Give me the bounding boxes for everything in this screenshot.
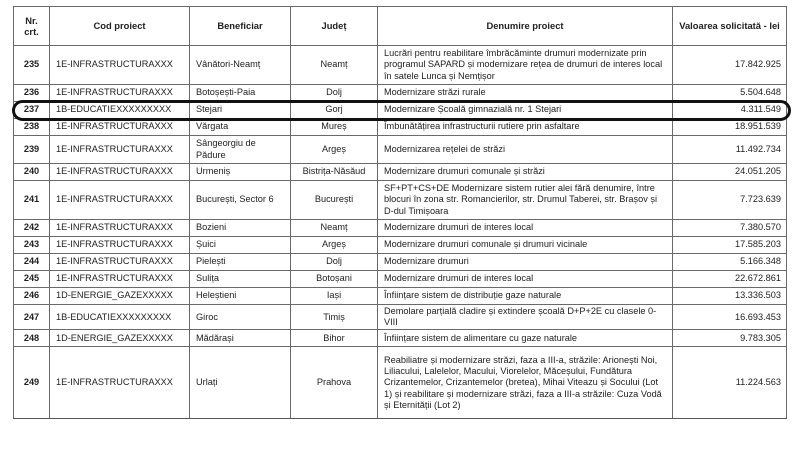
cell-valoare: 17.842.925 (673, 46, 787, 85)
cell-denumire: Înființare sistem de distribuție gaze naturale (378, 288, 673, 305)
cell-nr: 235 (14, 46, 50, 85)
cell-nr: 240 (14, 164, 50, 181)
header-beneficiar: Beneficiar (190, 7, 291, 46)
table-row (14, 347, 787, 419)
header-cod: Cod proiect (50, 7, 190, 46)
cell-valoare: 7.723.639 (673, 181, 787, 220)
cell-beneficiar: Pielești (190, 254, 291, 271)
cell-cod: 1D-ENERGIE_GAZEXXXXX (50, 330, 190, 347)
cell-nr: 238 (14, 119, 50, 136)
cell-cod: 1E-INFRASTRUCTURAXXX (50, 347, 190, 419)
cell-judet: Bihor (291, 330, 378, 347)
header-judet: Județ (291, 7, 378, 46)
cell-valoare: 24.051.205 (673, 164, 787, 181)
cell-nr: 242 (14, 220, 50, 237)
cell-beneficiar: Vânători-Neamț (190, 46, 291, 85)
cell-beneficiar: Bozieni (190, 220, 291, 237)
cell-cod: 1E-INFRASTRUCTURAXXX (50, 164, 190, 181)
cell-beneficiar: Heleștieni (190, 288, 291, 305)
cell-beneficiar: Urmeniș (190, 164, 291, 181)
cell-beneficiar: Stejari (190, 102, 291, 119)
cell-judet: Argeș (291, 237, 378, 254)
cell-valoare: 17.585.203 (673, 237, 787, 254)
cell-judet: Neamț (291, 220, 378, 237)
cell-judet: Mureș (291, 119, 378, 136)
cell-denumire: Reabiliatre și modernizare străzi, faza a III-a, străzile: Arionești Noi, Liliacului, Lalelelor, Macului, Viorelelor, Măceșului, Fundătura Crizantemelor, Crizantemelor (bretea), Mihai Viteazu și Socului (Lot 1) și reabilitare și modernizare străzi, faza a III-a străzile: Cuza Vodă și Eternității (Lot 2) (378, 347, 673, 419)
cell-beneficiar: Sulița (190, 271, 291, 288)
cell-nr: 248 (14, 330, 50, 347)
cell-judet: Timiș (291, 305, 378, 330)
cell-cod: 1E-INFRASTRUCTURAXXX (50, 119, 190, 136)
header-row (14, 7, 787, 46)
table-row (14, 46, 787, 85)
table-row (14, 181, 787, 220)
cell-nr: 244 (14, 254, 50, 271)
cell-beneficiar: București, Sector 6 (190, 181, 291, 220)
header-denumire: Denumire proiect (378, 7, 673, 46)
cell-nr: 239 (14, 136, 50, 164)
header-nr: Nr. crt. (14, 7, 50, 46)
cell-cod: 1E-INFRASTRUCTURAXXX (50, 254, 190, 271)
cell-valoare: 11.224.563 (673, 347, 787, 419)
cell-valoare: 13.336.503 (673, 288, 787, 305)
cell-judet: Botoșani (291, 271, 378, 288)
table-row (14, 271, 787, 288)
cell-denumire: Modernizare drumuri (378, 254, 673, 271)
cell-cod: 1E-INFRASTRUCTURAXXX (50, 220, 190, 237)
cell-valoare: 7.380.570 (673, 220, 787, 237)
table-row (14, 305, 787, 330)
cell-beneficiar: Vărgata (190, 119, 291, 136)
cell-cod: 1B-EDUCATIEXXXXXXXXX (50, 305, 190, 330)
cell-judet: Prahova (291, 347, 378, 419)
cell-denumire: SF+PT+CS+DE Modernizare sistem rutier alei fără denumire, între blocuri în zona str. Romancierilor, str. Drumul Taberei, str. Brașov și D-dul Timișoara (378, 181, 673, 220)
cell-nr: 247 (14, 305, 50, 330)
cell-judet: Iași (291, 288, 378, 305)
cell-beneficiar: Urlați (190, 347, 291, 419)
cell-nr: 241 (14, 181, 50, 220)
cell-denumire: Modernizare drumuri comunale și străzi (378, 164, 673, 181)
cell-cod: 1E-INFRASTRUCTURAXXX (50, 237, 190, 254)
cell-nr: 245 (14, 271, 50, 288)
cell-valoare: 11.492.734 (673, 136, 787, 164)
cell-denumire: Modernizare drumuri de interes local (378, 271, 673, 288)
cell-cod: 1E-INFRASTRUCTURAXXX (50, 46, 190, 85)
table-row (14, 164, 787, 181)
cell-valoare: 5.166.348 (673, 254, 787, 271)
cell-judet: Neamț (291, 46, 378, 85)
cell-cod: 1D-ENERGIE_GAZEXXXXX (50, 288, 190, 305)
cell-beneficiar: Sângeorgiu de Pădure (190, 136, 291, 164)
table-row-highlighted (14, 102, 787, 119)
cell-denumire: Demolare parțială cladire și extindere școală D+P+2E cu clasele 0-VIII (378, 305, 673, 330)
cell-judet: Gorj (291, 102, 378, 119)
cell-valoare: 4.311.549 (673, 102, 787, 119)
cell-judet: Bistrița-Năsăud (291, 164, 378, 181)
table-row (14, 119, 787, 136)
table-row (14, 254, 787, 271)
cell-nr: 249 (14, 347, 50, 419)
table-row (14, 220, 787, 237)
cell-denumire: Modernizare străzi rurale (378, 85, 673, 102)
cell-denumire: Îmbunătățirea infrastructurii rutiere prin asfaltare (378, 119, 673, 136)
cell-valoare: 5.504.648 (673, 85, 787, 102)
cell-nr: 237 (14, 102, 50, 119)
cell-judet: București (291, 181, 378, 220)
cell-beneficiar: Șuici (190, 237, 291, 254)
cell-valoare: 16.693.453 (673, 305, 787, 330)
cell-cod: 1E-INFRASTRUCTURAXXX (50, 85, 190, 102)
header-valoare: Valoarea solicitată - lei (673, 7, 787, 46)
cell-beneficiar: Mădărași (190, 330, 291, 347)
table-row (14, 136, 787, 164)
table-row (14, 288, 787, 305)
table-row (14, 237, 787, 254)
table-row (14, 330, 787, 347)
cell-denumire: Modernizare Școală gimnazială nr. 1 Stejari (378, 102, 673, 119)
cell-cod: 1E-INFRASTRUCTURAXXX (50, 181, 190, 220)
cell-judet: Argeș (291, 136, 378, 164)
cell-denumire: Modernizare drumuri comunale și drumuri vicinale (378, 237, 673, 254)
cell-denumire: Modernizarea rețelei de străzi (378, 136, 673, 164)
cell-beneficiar: Giroc (190, 305, 291, 330)
cell-nr: 236 (14, 85, 50, 102)
projects-table (13, 6, 787, 419)
cell-valoare: 22.672.861 (673, 271, 787, 288)
cell-nr: 246 (14, 288, 50, 305)
cell-cod: 1B-EDUCATIEXXXXXXXXX (50, 102, 190, 119)
cell-cod: 1E-INFRASTRUCTURAXXX (50, 136, 190, 164)
cell-judet: Dolj (291, 85, 378, 102)
cell-judet: Dolj (291, 254, 378, 271)
cell-denumire: Lucrări pentru reabilitare îmbrăcăminte drumuri modernizate prin programul SAPARD și modernizare rețea de drumuri de interes local în satele Lunca și Nemțișor (378, 46, 673, 85)
cell-valoare: 18.951.539 (673, 119, 787, 136)
cell-cod: 1E-INFRASTRUCTURAXXX (50, 271, 190, 288)
cell-denumire: Modernizare drumuri de interes local (378, 220, 673, 237)
cell-nr: 243 (14, 237, 50, 254)
cell-beneficiar: Botoșești-Paia (190, 85, 291, 102)
table-row (14, 85, 787, 102)
cell-valoare: 9.783.305 (673, 330, 787, 347)
cell-denumire: Înființare sistem de alimentare cu gaze naturale (378, 330, 673, 347)
